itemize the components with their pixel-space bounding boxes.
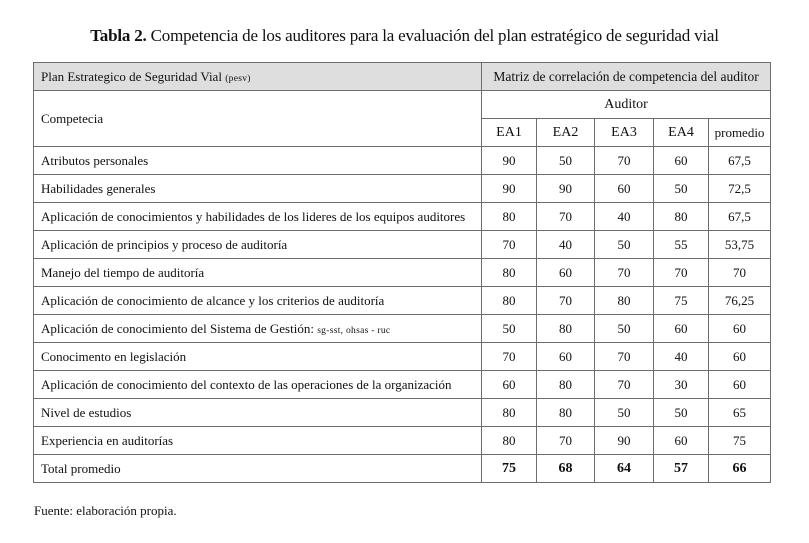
cell-value: 75	[654, 287, 709, 315]
cell-promedio: 72,5	[709, 175, 771, 203]
cell-value: 60	[482, 371, 537, 399]
cell-promedio: 60	[709, 343, 771, 371]
cell-value: 90	[595, 427, 654, 455]
row-label: Manejo del tiempo de auditoría	[34, 259, 482, 287]
cell-promedio: 67,5	[709, 203, 771, 231]
cell-value: 80	[595, 287, 654, 315]
row-label	[34, 315, 482, 343]
row-label: Conocimento en legislación	[34, 343, 482, 371]
cell-value: 60	[537, 259, 595, 287]
cell-value: 40	[595, 203, 654, 231]
table-row	[34, 259, 771, 287]
column-header-ea1: EA1	[482, 119, 537, 147]
header-row-top	[34, 63, 771, 91]
cell-value: 70	[595, 371, 654, 399]
column-header-ea4: EA4	[654, 119, 709, 147]
column-header-ea3: EA3	[595, 119, 654, 147]
row-label-text: Aplicación de conocimiento del Sistema de Gestión:	[41, 320, 314, 336]
cell-value: 80	[537, 315, 595, 343]
cell-value: 90	[482, 147, 537, 175]
table-row	[34, 287, 771, 315]
total-value: 64	[595, 455, 654, 483]
competence-table	[33, 62, 771, 483]
table-row	[34, 231, 771, 259]
cell-value: 80	[482, 399, 537, 427]
table-row	[34, 203, 771, 231]
row-label: Nivel de estudios	[34, 399, 482, 427]
cell-value: 80	[482, 427, 537, 455]
cell-promedio: 70	[709, 259, 771, 287]
cell-promedio: 76,25	[709, 287, 771, 315]
table-row	[34, 399, 771, 427]
row-label: Aplicación de conocimientos y habilidades de los lideres de los equipos auditores	[34, 203, 482, 231]
cell-value: 70	[537, 203, 595, 231]
source-note: Fuente: elaboración propia.	[34, 503, 177, 518]
cell-promedio: 75	[709, 427, 771, 455]
total-promedio: 66	[709, 455, 771, 483]
total-value: 75	[482, 455, 537, 483]
cell-value: 70	[537, 427, 595, 455]
cell-value: 50	[595, 399, 654, 427]
cell-value: 60	[654, 147, 709, 175]
cell-value: 70	[595, 147, 654, 175]
cell-value: 80	[537, 399, 595, 427]
cell-value: 80	[537, 371, 595, 399]
header-row-auditor	[34, 91, 771, 119]
column-header-promedio: promedio	[709, 119, 771, 147]
cell-value: 80	[482, 287, 537, 315]
cell-value: 90	[537, 175, 595, 203]
cell-value: 70	[537, 287, 595, 315]
cell-value: 80	[654, 203, 709, 231]
cell-value: 70	[482, 343, 537, 371]
row-label: Habilidades generales	[34, 175, 482, 203]
total-label: Total promedio	[34, 455, 482, 483]
cell-value: 55	[654, 231, 709, 259]
cell-value: 70	[482, 231, 537, 259]
row-label-abbrev: sg-sst, ohsas - ruc	[317, 325, 391, 336]
row-label: Aplicación de principios y proceso de auditoría	[34, 231, 482, 259]
cell-promedio: 67,5	[709, 147, 771, 175]
cell-value: 60	[537, 343, 595, 371]
plan-header-cell	[34, 63, 482, 91]
table-row	[34, 343, 771, 371]
cell-value: 50	[654, 399, 709, 427]
cell-value: 90	[482, 175, 537, 203]
competencia-header-cell: Competecia	[34, 91, 482, 147]
cell-promedio: 60	[709, 315, 771, 343]
cell-value: 50	[654, 175, 709, 203]
row-label: Atributos personales	[34, 147, 482, 175]
matriz-header-cell: Matriz de correlación de competencia del auditor	[482, 63, 771, 91]
cell-promedio: 65	[709, 399, 771, 427]
table-row	[34, 427, 771, 455]
cell-value: 50	[537, 147, 595, 175]
cell-value: 70	[654, 259, 709, 287]
row-label: Aplicación de conocimiento de alcance y los criterios de auditoría	[34, 287, 482, 315]
plan-abbrev: (pesv)	[225, 73, 251, 84]
total-value: 68	[537, 455, 595, 483]
plan-title: Plan Estrategico de Seguridad Vial	[41, 68, 222, 84]
total-value: 57	[654, 455, 709, 483]
cell-value: 60	[654, 427, 709, 455]
cell-value: 40	[654, 343, 709, 371]
cell-value: 80	[482, 259, 537, 287]
table-row	[34, 147, 771, 175]
auditor-header-cell: Auditor	[482, 91, 771, 119]
caption-label: Tabla 2.	[90, 26, 147, 45]
row-label: Aplicación de conocimiento del contexto de las operaciones de la organización	[34, 371, 482, 399]
cell-value: 50	[595, 231, 654, 259]
cell-value: 60	[595, 175, 654, 203]
cell-promedio: 60	[709, 371, 771, 399]
cell-value: 30	[654, 371, 709, 399]
caption-text: Competencia de los auditores para la evaluación del plan estratégico de seguridad vial	[150, 26, 719, 45]
cell-value: 80	[482, 203, 537, 231]
total-row	[34, 455, 771, 483]
row-label: Experiencia en auditorías	[34, 427, 482, 455]
cell-value: 40	[537, 231, 595, 259]
cell-value: 70	[595, 259, 654, 287]
table-row	[34, 175, 771, 203]
cell-promedio: 53,75	[709, 231, 771, 259]
table-row	[34, 315, 771, 343]
column-header-ea2: EA2	[537, 119, 595, 147]
table-row	[34, 371, 771, 399]
cell-value: 50	[595, 315, 654, 343]
cell-value: 50	[482, 315, 537, 343]
cell-value: 60	[654, 315, 709, 343]
table-caption	[0, 26, 809, 46]
cell-value: 70	[595, 343, 654, 371]
